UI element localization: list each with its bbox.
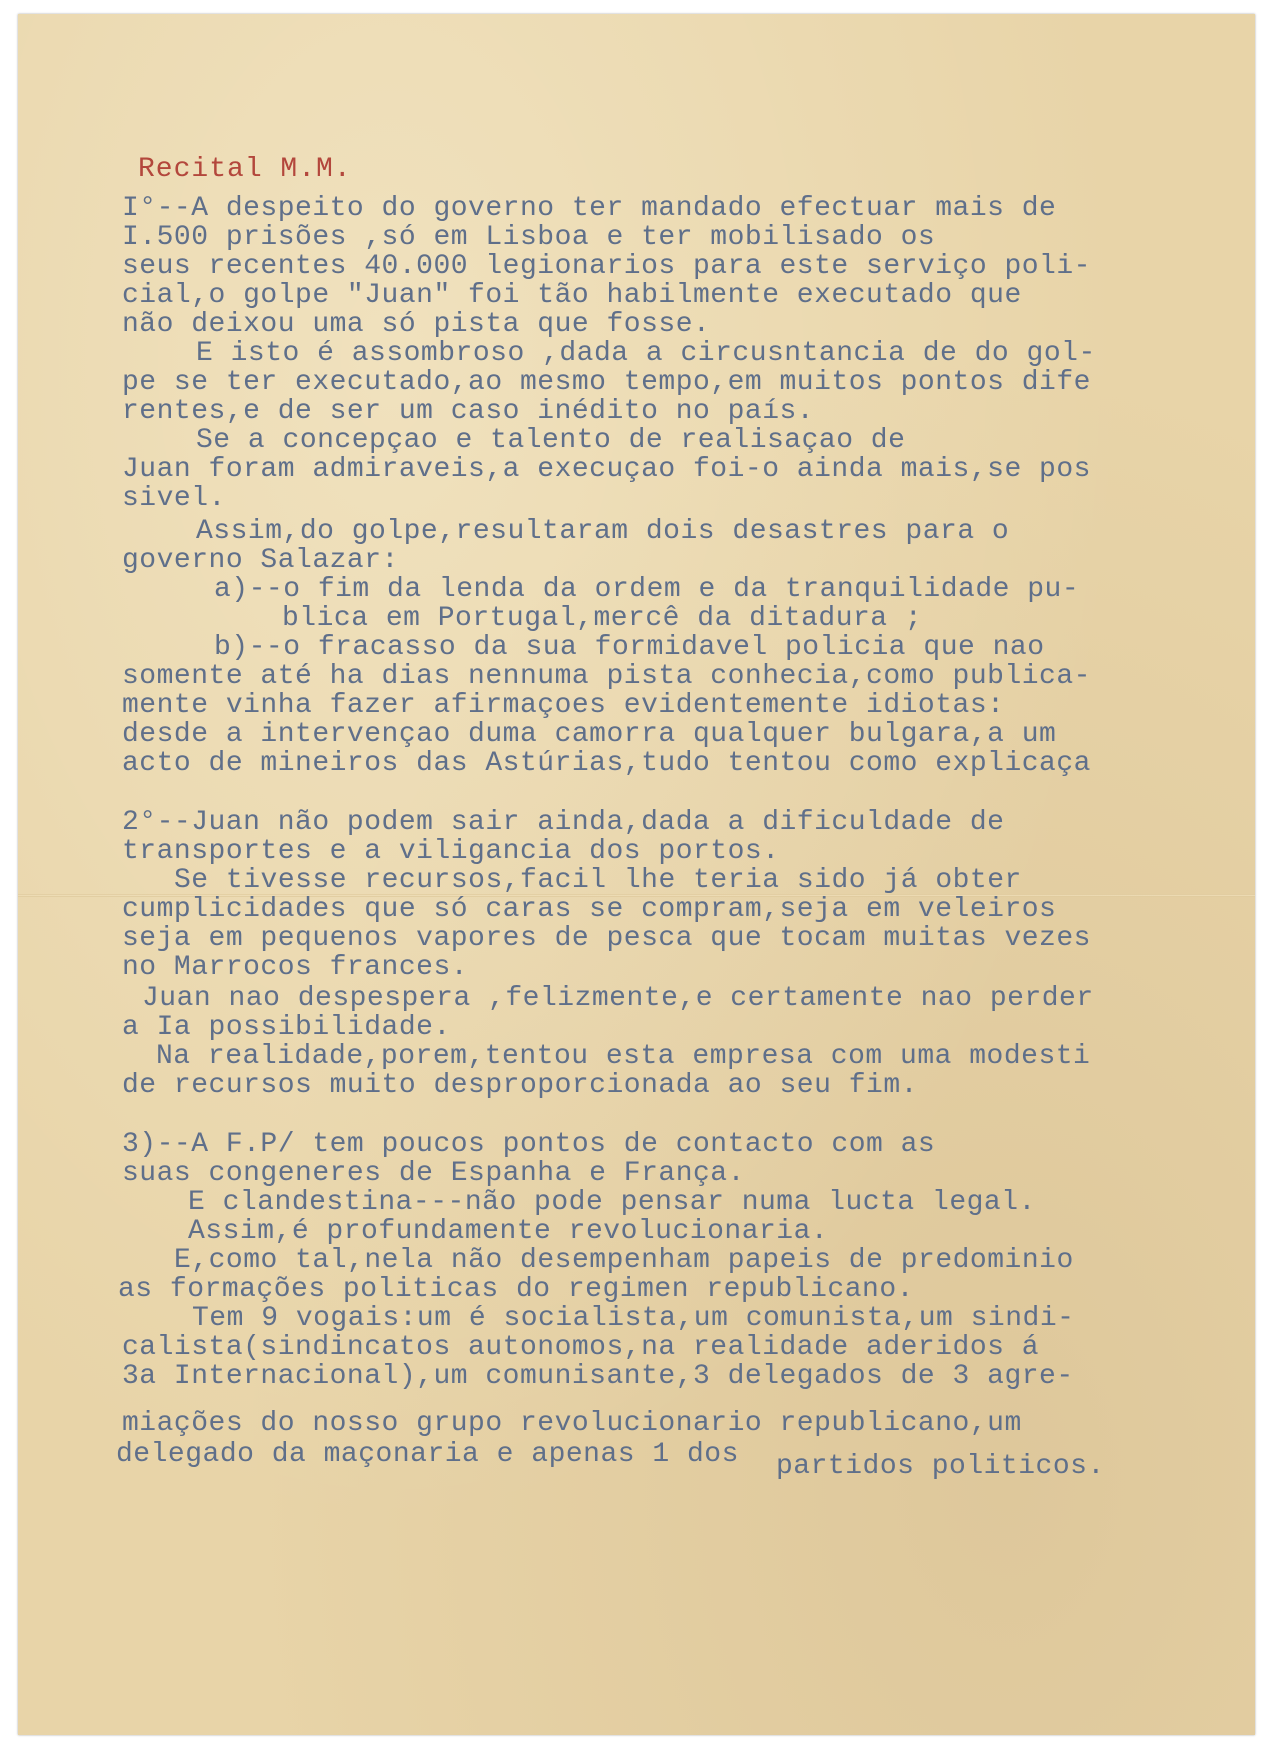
text-line: cial,o golpe "Juan" foi tão habilmente executado que — [122, 280, 1022, 311]
text-line: 3)--A F.P/ tem poucos pontos de contacto com as — [122, 1129, 936, 1160]
text-line: partidos politicos. — [776, 1451, 1105, 1482]
text-line: Assim,é profundamente revolucionaria. — [188, 1216, 829, 1247]
text-line: no Marrocos frances. — [122, 952, 469, 983]
text-line: blica em Portugal,mercê da ditadura ; — [282, 603, 923, 634]
text-line: miações do nosso grupo revolucionario republicano,um — [122, 1408, 1022, 1439]
text-line: Se a concepçao e talento de realisaçao de — [196, 425, 906, 456]
text-line: delegado da maçonaria e apenas 1 dos — [116, 1439, 739, 1470]
text-line: Juan foram admiraveis,a execuçao foi-o ainda mais,se pos — [122, 454, 1091, 485]
text-line: Juan nao despespera ,felizmente,e certamente nao perder — [142, 983, 1094, 1014]
text-line: Na realidade,porem,tentou esta empresa com uma modesti — [156, 1041, 1091, 1072]
text-line: pe se ter executado,ao mesmo tempo,em muitos pontos dife — [122, 367, 1091, 398]
text-line: as formações politicas do regimen republicano. — [118, 1274, 914, 1305]
text-line: de recursos muito desproporcionada ao seu fim. — [122, 1070, 918, 1101]
text-line: não deixou uma só pista que fosse. — [122, 309, 711, 340]
text-line: rentes,e de ser um caso inédito no país. — [122, 396, 815, 427]
document-body — [18, 14, 1255, 1735]
text-line: governo Salazar: — [122, 545, 399, 576]
text-line: transportes e a viligancia dos portos. — [122, 836, 780, 867]
text-line: Se tivesse recursos,facil lhe teria sido já obter — [174, 865, 1022, 896]
text-line: cumplicidades que só caras se compram,seja em veleiros — [122, 894, 1057, 925]
text-line: suas congeneres de Espanha e França. — [122, 1158, 745, 1189]
text-line: E,como tal,nela não desempenham papeis de predominio — [174, 1245, 1074, 1276]
text-line: seja em pequenos vapores de pesca que tocam muitas vezes — [122, 923, 1091, 954]
text-line: desde a intervençao duma camorra qualquer bulgara,a um — [122, 719, 1057, 750]
text-line: E isto é assombroso ,dada a circusntancia de do gol- — [196, 338, 1096, 369]
text-line: I°--A despeito do governo ter mandado efectuar mais de — [122, 193, 1057, 224]
text-line: calista(sindincatos autonomos,na realidade aderidos á — [122, 1332, 1040, 1363]
text-line: mente vinha fazer afirmaçoes evidentemente idiotas: — [122, 690, 1005, 721]
text-line: Assim,do golpe,resultaram dois desastres para o — [196, 516, 1010, 547]
typewritten-page — [18, 14, 1255, 1735]
text-line: I.500 prisões ,só em Lisboa e ter mobilisado os — [122, 222, 936, 253]
text-line: 2°--Juan não podem sair ainda,dada a dificuldade de — [122, 807, 1005, 838]
text-line: a)--o fim da lenda da ordem e da tranquilidade pu- — [214, 574, 1080, 605]
text-line: somente até ha dias nennuma pista conhecia,como publica- — [122, 661, 1091, 692]
text-line: a Ia possibilidade. — [122, 1012, 451, 1043]
text-line: seus recentes 40.000 legionarios para este serviço poli- — [122, 251, 1091, 282]
text-line: Tem 9 vogais:um é socialista,um comunista,um sindi- — [192, 1303, 1075, 1334]
text-line: E clandestina---não pode pensar numa lucta legal. — [188, 1187, 1036, 1218]
text-line: 3a Internacional),um comunisante,3 delegados de 3 agre- — [122, 1361, 1074, 1392]
text-line: acto de mineiros das Astúrias,tudo tentou como explicaça — [122, 748, 1091, 779]
document-title: Recital M.M. — [138, 154, 352, 185]
text-line: sivel. — [122, 483, 226, 514]
text-line: b)--o fracasso da sua formidavel policia que nao — [214, 632, 1045, 663]
